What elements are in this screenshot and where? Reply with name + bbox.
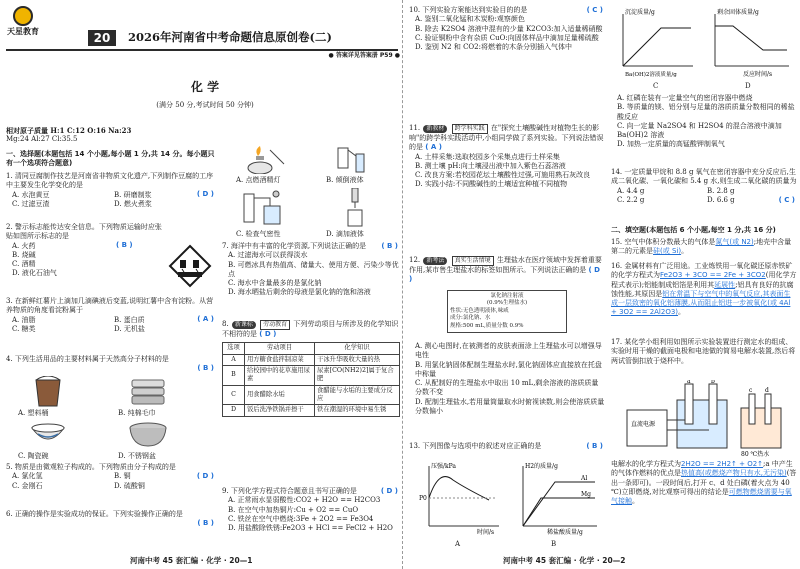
q12-tag-new-method: 新考法: [423, 257, 447, 265]
q10-option-b: B. 除去 K2SO4 溶液中混有的少量 K2CO3:加入适量稀硝酸: [415, 24, 603, 33]
q13-option-d: D. 加热一定质量的高锰酸钾制氧气: [617, 140, 725, 149]
q14-stem: 14. 一定质量甲烷和 8.8 g 氧气在密闭容器中充分反应后,生成二氧化碳、一氧化碳和 5.4 g 水,则生成二氧化碳的质量为: [611, 168, 797, 186]
q2-answer: ( B ): [116, 241, 133, 249]
paper-number-badge: 20: [88, 30, 116, 46]
q9-option-d: D. 用盐酸除铁锈:Fe2O3 + HCl == FeCl2 + H2O: [228, 524, 393, 533]
q13-chart-b: [511, 458, 601, 538]
q1-option-c: C. 过滤豆渣: [12, 199, 50, 208]
q13-option-b: B. 等质量的镁、铝分别与足量的溶质质量分数相同的稀盐酸反应: [617, 103, 795, 121]
table-cell: 铁在潮湿的环境中易生锈: [315, 405, 400, 416]
q16-text-4: 。: [678, 308, 686, 317]
q12-option-c: C. 从配制好的生理盐水中取出 10 mL,剩余溶液的溶质质量分数不变: [415, 379, 599, 397]
axis-label-p0: P0: [419, 495, 427, 502]
q11-stem: 在"探究土壤酸碱性对植物生长的影响"的跨学科实践活动中,小组同学做了系列实验。下列说法错误的是: [409, 124, 604, 152]
q15-answer-1: 氮气(或 N2): [715, 238, 754, 246]
q6-caption-a: A. 点燃酒精灯: [236, 176, 281, 184]
q5-option-c: C. 金刚石: [12, 481, 43, 490]
q7-answer: ( B ): [381, 242, 398, 250]
question-17: [611, 338, 797, 366]
q16-answer-1: Fe2O3 + 3CO == 2Fe + 3CO2: [660, 271, 766, 280]
question-14: [611, 168, 797, 205]
q11-tag-cross-discipline: 跨学科实践: [452, 124, 488, 134]
q11-tag-new-textbook: 新教材: [423, 125, 447, 133]
ceramic-bowl-icon: [30, 420, 66, 450]
axis-label-x: 时间/s: [477, 529, 495, 536]
q6-answer: ( B ): [197, 519, 214, 527]
q12-tag-real-life: 真实生活情境: [452, 256, 494, 266]
table-row: [223, 405, 400, 416]
q17-answer-3: 可燃物燃烧需要与氧气接触: [611, 487, 792, 506]
brand-emblem-icon: [13, 6, 33, 26]
q12-stem: 生理盐水在医疗领域中发挥着重要作用,某市售生理盐水的标签如图所示。下列说法正确的是: [409, 256, 602, 274]
q10-answer: ( C ): [586, 6, 603, 14]
q14-option-a: A. 4.4 g: [617, 186, 645, 195]
steel-basin-icon: [128, 420, 168, 450]
label-b: b: [711, 380, 715, 385]
q6-caption-d: D. 滴加液体: [326, 230, 364, 238]
q14-option-d: D. 6.6 g: [707, 195, 735, 204]
q5-option-d: D. 硫酸铜: [114, 481, 145, 490]
q4-caption-b: B. 纯棉毛巾: [118, 409, 156, 417]
q17-text-3: ;a 中产生的气体作燃料的优点是: [611, 460, 793, 478]
question-11: [409, 124, 605, 190]
table-cell: 干冰升华吸收大量的热: [315, 354, 400, 365]
q8-table: [222, 342, 400, 417]
test-tube-b: [709, 384, 717, 424]
q1-option-d: D. 燃火煮浆: [114, 199, 152, 208]
q9-option-a: A. 正常雨水显弱酸性:CO2 + H2O == H2CO3: [228, 496, 381, 505]
q3-option-d: D. 无机盐: [114, 324, 145, 333]
q10-option-c: C. 验证铜粉中含有杂质 CuO:向固体样品中滴加足量稀硫酸: [415, 33, 599, 42]
q8-number: 8.: [222, 320, 229, 328]
table-row: [223, 385, 400, 405]
axis-label-y: 沉淀质量/g: [625, 9, 655, 16]
line-series: [429, 477, 489, 500]
q17-text-5: 。: [632, 497, 639, 506]
q15-text-1: 15. 空气中体积分数最大的气体是: [611, 238, 716, 246]
section2-heading: 二、填空题(本题包括 6 个小题,每空 1 分,共 16 分): [611, 226, 776, 234]
q4-caption-d: D. 不锈钢盆: [118, 452, 156, 460]
label-c: c: [749, 387, 753, 394]
q15-text-3: 。: [681, 247, 689, 256]
power-supply-box: [627, 410, 667, 446]
q8-tag-labor: 劳动教育: [260, 320, 290, 330]
q12-option-a: A. 测心电图时,在被测者的皮肤表面涂上生理盐水可以增强导电性: [415, 342, 602, 360]
saline-label-line: 氯化钠注射液: [490, 293, 524, 299]
q13-caption-d: D: [745, 82, 751, 90]
q8-answer: ( D ): [259, 329, 277, 338]
q9-option-b: B. 在空气中加热铜片:Cu + O2 == CuO: [228, 505, 359, 514]
q5-stem: 5. 物质是由微观粒子构成的。下列物质由分子构成的是: [6, 463, 176, 471]
question-5: [6, 463, 216, 491]
table-row: [223, 354, 400, 365]
q5-option-b: B. 铜: [114, 472, 131, 481]
q14-option-b: B. 2.8 g: [707, 186, 735, 195]
atomic-masses-line2: Mg:24 Al:27 Cl:35.5: [6, 135, 78, 144]
axis-label-x: Ba(OH)2溶液质量/g: [625, 72, 677, 78]
atomic-masses: [6, 126, 206, 145]
q15-answer-2: 硅(或 Si): [653, 247, 682, 256]
question-16: [611, 262, 797, 318]
q2-option-a: A. 火药: [12, 241, 36, 250]
table-header: 劳动项目: [245, 343, 315, 354]
q13-chart-c: [611, 6, 697, 80]
question-1: [6, 172, 216, 209]
table-cell: 用食醋除水垢: [245, 385, 315, 405]
axis-label-y: 剩余固体质量/g: [717, 9, 759, 16]
corrosive-warning-icon: [168, 244, 212, 288]
q13-option-a: A. 红磷在装有一定量空气的密闭容器中燃烧: [617, 94, 753, 102]
q12-option-b: B. 用氯化钠固体配制生理盐水时,氯化钠固体应直接放在托盘中称量: [415, 360, 602, 378]
q3-answer: ( A ): [197, 315, 214, 323]
table-cell: D: [223, 405, 245, 416]
label-hot-water: 80 ℃热水: [741, 451, 770, 458]
q9-stem: 9. 下列化学方程式符合题意且书写正确的是: [222, 487, 357, 495]
q13-chart-d: [703, 6, 793, 80]
question-4: [6, 355, 216, 372]
footer-left: 河南中考 45 套汇编 · 化学 · 20—1: [130, 556, 253, 566]
saline-label-line: 性状:无色透明液体,味咸: [450, 307, 509, 314]
line-series: [623, 28, 691, 66]
section1-heading: 一、选择题(本题包括 14 个小题,每小题 1 分,共 14 分。每小题只有一个选项符合题意): [6, 150, 215, 168]
table-header: 选项: [223, 343, 245, 354]
footer-right: 河南中考 45 套汇编 · 化学 · 20—2: [503, 556, 626, 566]
q16-answer-2: 延展性: [714, 280, 736, 289]
hot-water-beaker: [741, 408, 781, 448]
legend-al: Al: [581, 475, 588, 482]
q3-option-c: C. 糖类: [12, 324, 36, 333]
q14-answer: ( C ): [778, 196, 795, 204]
question-15: [611, 238, 797, 257]
q12-option-d: D. 配制生理盐水,若用量筒量取水时俯视读数,则会使溶质质量分数偏小: [415, 397, 605, 416]
q1-answer: ( D ): [196, 190, 214, 198]
q5-option-a: A. 氯化氢: [12, 472, 43, 481]
q6-caption-b: B. 倾倒液体: [326, 176, 364, 184]
paper-title: 2026年河南省中考命题信息原创卷(二): [128, 30, 332, 44]
q3-option-a: A. 油脂: [12, 315, 36, 324]
q10-option-a: A. 鉴别二氧化锰和木炭粉:观察颜色: [415, 15, 525, 24]
q17-text-4: (答出一条即可)。一段时间后,打开 c、d 处白磷(着火点为 40 ℃)立即燃烧,对比观察可得出的结论是: [611, 469, 797, 496]
line-series-al: [523, 482, 595, 526]
line-series: [715, 26, 787, 50]
q1-stem: 1. 清同豆腐制作技艺是河南省非物质文化遗产,下列制作豆腐的工序中主要发生化学变化的是: [6, 172, 214, 190]
q3-option-b: B. 蛋白质: [114, 315, 145, 324]
power-supply-label: 直流电源: [631, 421, 656, 428]
saline-label-line: 成分:氯化钠、水: [450, 315, 491, 322]
q5-answer: ( D ): [196, 472, 214, 480]
table-cell: 用方糖食盐拌制凉菜: [245, 354, 315, 365]
cotton-towel-icon: [128, 376, 168, 408]
q11-option-a: A. 土样采集:选取校园多个采集点进行土样采集: [415, 152, 560, 161]
q13-answer: ( B ): [586, 442, 603, 450]
question-3: [6, 297, 216, 334]
q15-text-2: ;地壳中含量第二的元素是: [611, 238, 792, 256]
q1-option-b: B. 研磨制浆: [114, 190, 152, 199]
table-cell: 尿素[CO(NH2)2]属于复合肥: [315, 365, 400, 385]
q7-option-a: A. 过滤海水可以获得淡水: [228, 251, 308, 260]
q17-answer-2: 热值高(或燃烧产物只有水,无污染): [681, 469, 787, 478]
plastic-bucket-icon: [30, 376, 66, 408]
table-cell: 食醋能与水垢的主要成分反应: [315, 385, 400, 405]
brand-logo: [6, 6, 40, 44]
q11-number: 11.: [409, 124, 421, 132]
q17-answer-1: 2H2O == 2H2↑ + O2↑: [681, 460, 764, 468]
q7-option-d: D. 海水晒盐后剩余的母液是氯化钠的饱和溶液: [228, 288, 371, 297]
tube-c: [749, 394, 755, 424]
q1-option-a: A. 水泡黄豆: [12, 190, 50, 199]
header-rule: [6, 49, 398, 51]
question-17-answers: [611, 460, 797, 506]
question-13: [409, 442, 605, 451]
label-a: a: [687, 380, 691, 385]
table-header-row: [223, 343, 400, 354]
q10-option-d: D. 鉴别 N2 和 CO2:将燃着的木条分别插入气体中: [415, 43, 572, 52]
saline-label-line: (0.9%生理盐水): [486, 300, 528, 307]
q6-caption-c: C. 检查气密性: [236, 230, 281, 238]
table-cell: 给校园中的花草施用尿素: [245, 365, 315, 385]
tube-d: [765, 394, 771, 424]
q12-number: 12.: [409, 256, 421, 264]
q11-option-d: D. 实践小结:不同酸碱性的土壤适宜种植不同植物: [415, 180, 568, 189]
q17-text-2: 电解水的化学方程式为: [611, 460, 681, 468]
table-cell: C: [223, 385, 245, 405]
q13-option-c: C. 向一定量 Na2SO4 和 H2SO4 的混合溶液中滴加 Ba(OH)2 溶液: [617, 121, 782, 140]
brand-name: 天星教育: [7, 27, 39, 36]
axis-label-x: 稀盐酸质量/g: [547, 529, 583, 536]
q4-answer: ( B ): [197, 364, 214, 372]
q13-chart-a: [417, 458, 503, 538]
axis-label-y: H2的质量/g: [525, 463, 558, 470]
q11-option-b: B. 测土壤 pH:向土壤浸出液中加入紫色石蕊溶液: [415, 161, 566, 170]
legend-mg: Mg: [581, 491, 591, 498]
table-header: 化学知识: [315, 343, 400, 354]
q7-option-b: B. 可燃冰具有热值高、储量大、使用方便、污染少等优点: [228, 260, 399, 278]
table-cell: 饭后洗净铁锅并擦干: [245, 405, 315, 416]
q13-caption-b: B: [551, 540, 557, 548]
q10-stem: 10. 下列实验方案能达到实验目的的是: [409, 6, 528, 14]
q2-stem: 2. 警示标志能传达安全信息。下列物质运输时应张贴如图所示标志的是: [6, 223, 162, 241]
airtightness-check-icon: [240, 188, 290, 228]
q4-caption-a: A. 塑料桶: [18, 409, 49, 417]
q12-answer: ( D ): [409, 265, 600, 284]
table-row: [223, 365, 400, 385]
q7-stem: 7. 海洋中有丰富的化学资源,下列说法正确的是: [222, 242, 367, 250]
electrolysis-apparatus: [617, 380, 797, 458]
question-13-options: [611, 94, 797, 150]
dropping-liquid-icon: [330, 188, 380, 228]
q13-caption-c: C: [653, 82, 659, 90]
q2-option-b: B. 烧碱: [12, 250, 36, 259]
q2-option-d: D. 液化石油气: [12, 269, 57, 278]
question-6: [6, 510, 216, 527]
q16-text-1: 16. 金属材料有广泛用途。工业炼铁用一氧化碳还原赤铁矿的化学方程式为: [611, 262, 793, 280]
question-12-options: [409, 342, 605, 416]
right-page: [402, 0, 800, 569]
test-tube-a: [685, 384, 693, 424]
axis-label-y: 压强/kPa: [431, 463, 457, 470]
q9-answer: ( D ): [380, 487, 398, 495]
label-d: d: [765, 387, 769, 394]
subject-note: (满分 50 分,考试时间 50 分钟): [156, 101, 254, 109]
alcohol-lamp-lighting-icon: [240, 146, 290, 174]
question-9: [222, 487, 400, 533]
question-8: [222, 320, 400, 417]
q16-answer-3: 铝在常温下与空气中的氧气反应,其表面生成一层致密的氧化铝薄膜,从而阻止铝进一步被氧化(或 4Al + 3O2 == 2Al2O3): [611, 289, 791, 317]
question-7: [222, 242, 400, 298]
axis-label-x: 反应时间/s: [743, 71, 773, 78]
question-10: [409, 6, 605, 52]
answer-reference: ● 答案详见答案册 P59 ●: [328, 52, 400, 59]
q7-option-c: C. 海水中含量最多的是氯化钠: [228, 279, 322, 288]
saline-label: [447, 290, 567, 333]
q16-text-2: (用化学方程式表示);铝能制成铝箔是利用其: [611, 271, 797, 289]
saline-label-line: 规格:500 mL,质量分数 0.9%: [450, 322, 524, 329]
q16-text-3: ;铝具有良好的抗腐蚀性能,其原因是: [611, 280, 794, 298]
table-cell: B: [223, 365, 245, 385]
q2-option-c: C. 酒精: [12, 260, 36, 269]
question-12: [409, 256, 605, 285]
subject-title: 化 学: [190, 80, 220, 94]
q8-stem: 下列劳动项目与所涉及的化学知识不相符的是: [222, 320, 399, 338]
pouring-liquid-icon: [330, 146, 380, 174]
q14-option-c: C. 2.2 g: [617, 195, 645, 204]
table-cell: A: [223, 354, 245, 365]
q11-answer: ( A ): [425, 143, 442, 152]
q13-caption-a: A: [455, 540, 461, 548]
q4-stem: 4. 下列生活用品的主要材料属于天然高分子材料的是: [6, 355, 169, 363]
q17-text-1: 17. 某化学小组利用如图所示实验装置进行测定水的组成、实验时用干燥的截面电极和电池做的简易电解水装置,然后将两试管倒扣放于烧杯中。: [611, 338, 796, 365]
q4-caption-c: C. 陶瓷碗: [18, 452, 49, 460]
q3-stem: 3. 在新鲜红薯片上滴加几滴碘液后变蓝,说明红薯中含有淀粉。从营养物质的角度看淀粉属于: [6, 297, 214, 315]
q13-stem: 13. 下列图像与选项中的叙述对应正确的是: [409, 442, 542, 450]
q6-stem: 6. 正确的操作是实验成功的保证。下列实验操作正确的是: [6, 510, 183, 518]
q9-option-c: C. 铁丝在空气中燃烧:3Fe + 2O2 == Fe3O4: [228, 514, 374, 523]
q11-option-c: C. 改良方案:若校园花坛土壤酸性过强,可施用熟石灰改良: [415, 171, 591, 180]
atomic-masses-line1: 相对原子质量 H:1 C:12 O:16 Na:23: [6, 126, 132, 135]
q8-tag-new-standard: 新课标: [232, 321, 256, 329]
